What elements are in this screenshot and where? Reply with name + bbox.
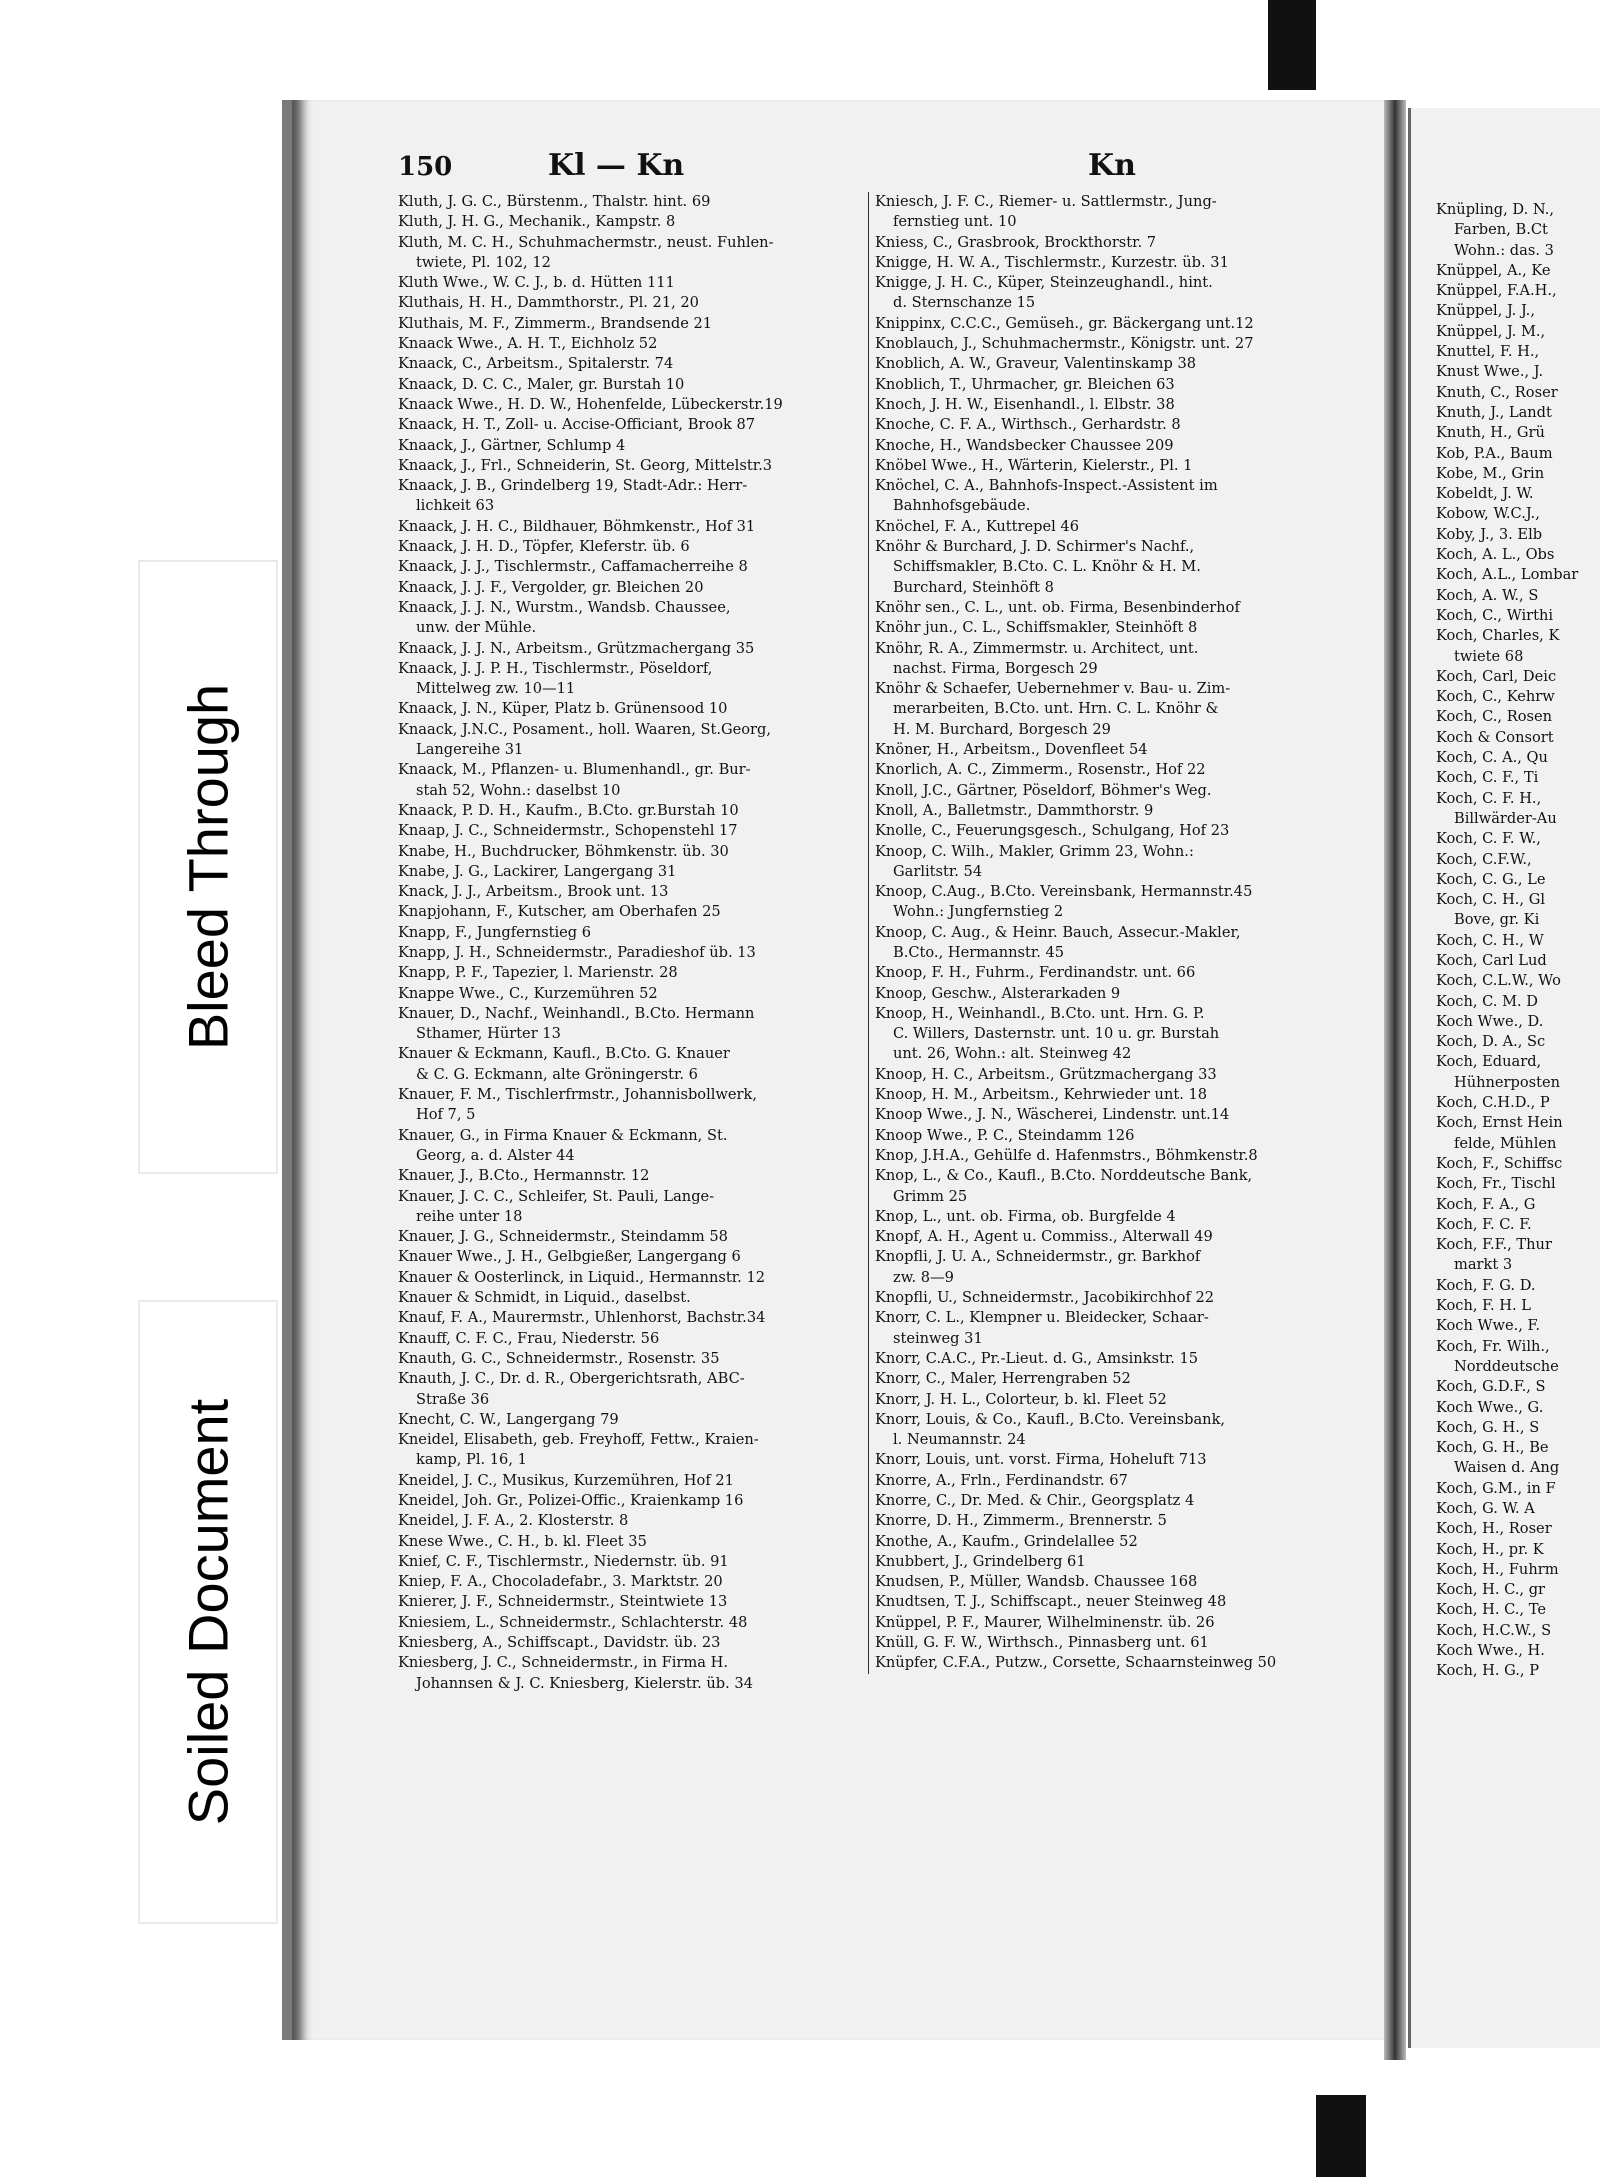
- directory-entry: Koch, F. H. L: [1436, 1297, 1531, 1315]
- directory-entry: Kniesiem, L., Schneidermstr., Schlachterstr. 48: [398, 1613, 748, 1631]
- directory-entry: Koch, Ernst Hein: [1436, 1114, 1563, 1132]
- bleed-through-text: Bleed Through: [176, 683, 240, 1051]
- directory-entry: Knaack, J., Frl., Schneiderin, St. Georg, Mittelstr.3: [398, 456, 772, 474]
- directory-entry: Knaack, C., Arbeitsm., Spitalerstr. 74: [398, 355, 674, 373]
- directory-entry: Knief, C. F., Tischlermstr., Niedernstr. üb. 91: [398, 1552, 729, 1570]
- bleed-through-label: [138, 560, 278, 1174]
- directory-entry: Knoll, J.C., Gärtner, Pöseldorf, Böhmer's Weg.: [875, 781, 1212, 799]
- directory-entry: Knippinx, C.C.C., Gemüseh., gr. Bäckergang unt.12: [875, 314, 1254, 332]
- directory-entry: Knüll, G. F. W., Wirthsch., Pinnasberg unt. 61: [875, 1634, 1209, 1652]
- directory-entry: Kniesberg, A., Schiffscapt., Davidstr. üb. 23: [398, 1634, 721, 1652]
- directory-entry: Knoblauch, J., Schuhmachermstr., Königstr. unt. 27: [875, 335, 1254, 353]
- directory-entry: Koch, C. A., Qu: [1436, 749, 1548, 767]
- directory-entry: Knaack Wwe., A. H. T., Eichholz 52: [398, 335, 658, 353]
- directory-entry: Knappe Wwe., C., Kurzemühren 52: [398, 984, 658, 1002]
- directory-entry: & C. G. Eckmann, alte Gröningerstr. 6: [416, 1065, 698, 1083]
- directory-entry: Koch, A. W., S: [1436, 586, 1539, 604]
- directory-entry: Hühnerposten: [1454, 1073, 1561, 1091]
- directory-entry: Kniesberg, J. C., Schneidermstr., in Firma H.: [398, 1654, 728, 1672]
- directory-entry: Knapjohann, F., Kutscher, am Oberhafen 25: [398, 903, 721, 921]
- directory-entry: Knaack, H. T., Zoll- u. Accise-Officiant, Brook 87: [398, 416, 756, 434]
- directory-entry: Knauer & Eckmann, Kaufl., B.Cto. G. Knauer: [398, 1045, 730, 1063]
- directory-entry: Knoop, Geschw., Alsterarkaden 9: [875, 984, 1121, 1002]
- directory-entry: Knapp, F., Jungfernstieg 6: [398, 923, 592, 941]
- directory-entry: Wohn.: das. 3: [1454, 241, 1554, 259]
- book-binding: [1384, 100, 1406, 2060]
- directory-entry: twiete, Pl. 102, 12: [416, 253, 551, 271]
- directory-entry: Koch, C. H., Gl: [1436, 891, 1546, 909]
- directory-entry: Knauer Wwe., J. H., Gelbgießer, Langergang 6: [398, 1248, 741, 1266]
- directory-entry: Koch, F. C. F.: [1436, 1215, 1532, 1233]
- directory-entry: C. Willers, Dasternstr. unt. 10 u. gr. Burstah: [893, 1025, 1220, 1043]
- page-header-left: Kl — Kn: [548, 148, 685, 183]
- directory-entry: Schiffsmakler, B.Cto. C. L. Knöhr & H. M.: [893, 558, 1201, 576]
- directory-entry: Mittelweg zw. 10—11: [416, 680, 576, 698]
- directory-entry: Koch, C.H.D., P: [1436, 1094, 1550, 1112]
- directory-entry: Knöchel, F. A., Kuttrepel 46: [875, 517, 1080, 535]
- directory-entry: Knaack, J. B., Grindelberg 19, Stadt-Adr.: Herr-: [398, 477, 748, 495]
- directory-entry: Knöhr & Schaefer, Uebernehmer v. Bau- u. Zim-: [875, 680, 1231, 698]
- directory-entry: Knorr, C., Maler, Herrengraben 52: [875, 1370, 1131, 1388]
- directory-entry: Koch, F., Schiffsc: [1436, 1154, 1563, 1172]
- directory-entry: Knöner, H., Arbeitsm., Dovenfleet 54: [875, 741, 1148, 759]
- directory-entry: Kluth, J. H. G., Mechanik., Kampstr. 8: [398, 213, 676, 231]
- directory-entry: reihe unter 18: [416, 1207, 523, 1225]
- directory-entry: Koch, F. A., G: [1436, 1195, 1536, 1213]
- directory-entry: markt 3: [1454, 1256, 1513, 1274]
- black-tape-bottom: [1316, 2095, 1366, 2177]
- directory-entry: Knaack, J. N., Küper, Platz b. Grünensood 10: [398, 700, 728, 718]
- directory-entry: Knolle, C., Feuerungsgesch., Schulgang, Hof 23: [875, 822, 1230, 840]
- directory-entry: Knudsen, P., Müller, Wandsb. Chaussee 168: [875, 1573, 1198, 1591]
- directory-entry: merarbeiten, B.Cto. unt. Hrn. C. L. Knöhr &: [893, 700, 1219, 718]
- directory-entry: Koch, H. C., Te: [1436, 1601, 1546, 1619]
- directory-entry: Knaack, J. J. N., Arbeitsm., Grützmachergang 35: [398, 639, 755, 657]
- directory-entry: Knöbel Wwe., H., Wärterin, Kielerstr., Pl. 1: [875, 456, 1193, 474]
- directory-entry: Norddeutsche: [1454, 1357, 1559, 1375]
- directory-entry: Georg, a. d. Alster 44: [416, 1146, 575, 1164]
- directory-entry: Koch, G.M., in F: [1436, 1479, 1556, 1497]
- directory-entry: Knoop, C.Aug., B.Cto. Vereinsbank, Hermannstr.45: [875, 883, 1253, 901]
- directory-entry: Kneidel, J. F. A., 2. Klosterstr. 8: [398, 1512, 629, 1530]
- directory-entry: Kobeldt, J. W.: [1436, 485, 1534, 503]
- directory-entry: lichkeit 63: [416, 497, 495, 515]
- directory-entry: Knapp, J. H., Schneidermstr., Paradieshof üb. 13: [398, 943, 756, 961]
- page-header-center: Kn: [1088, 148, 1136, 183]
- directory-entry: Koch, H. C., gr: [1436, 1581, 1546, 1599]
- directory-entry: d. Sternschanze 15: [893, 294, 1036, 312]
- directory-entry: Kniesch, J. F. C., Riemer- u. Sattlermstr., Jung-: [875, 193, 1217, 210]
- directory-entry: Kneidel, Joh. Gr., Polizei-Offic., Kraienkamp 16: [398, 1492, 744, 1509]
- directory-entry: H. M. Burchard, Borgesch 29: [893, 720, 1111, 738]
- directory-entry: Knüppel, P. F., Maurer, Wilhelminenstr. üb. 26: [875, 1613, 1215, 1631]
- directory-entry: Knecht, C. W., Langergang 79: [398, 1410, 619, 1428]
- directory-entry: Knaack, J. H. C., Bildhauer, Böhmkenstr., Hof 31: [398, 517, 756, 535]
- directory-entry: Knop, L., & Co., Kaufl., B.Cto. Norddeutsche Bank,: [875, 1167, 1253, 1185]
- directory-entry: Knauf, F. A., Maurermstr., Uhlenhorst, Bachstr.34: [398, 1309, 766, 1327]
- directory-entry: stah 52, Wohn.: daselbst 10: [416, 781, 621, 799]
- directory-entry: Koch, A. L., Obs: [1436, 546, 1555, 564]
- directory-entry: fernstieg unt. 10: [893, 213, 1017, 231]
- directory-entry: Bove, gr. Ki: [1454, 911, 1540, 929]
- directory-entry: Knop, L., unt. ob. Firma, ob. Burgfelde 4: [875, 1207, 1176, 1225]
- directory-entry: Straße 36: [416, 1390, 490, 1408]
- directory-entry: Koch Wwe., G.: [1436, 1398, 1544, 1416]
- directory-entry: Waisen d. Ang: [1454, 1459, 1560, 1477]
- directory-entry: Koch, H.C.W., S: [1436, 1621, 1552, 1639]
- directory-entry: Knüpling, D. N.,: [1436, 201, 1554, 218]
- directory-entry: Koch, Charles, K: [1436, 627, 1560, 645]
- directory-entry: Knüppel, A., Ke: [1436, 261, 1551, 279]
- directory-entry: Kluthais, M. F., Zimmerm., Brandsende 21: [398, 314, 713, 332]
- directory-entry: Grimm 25: [893, 1187, 968, 1205]
- directory-entry: Knierer, J. F., Schneidermstr., Steintwiete 13: [398, 1593, 728, 1611]
- directory-entry: Burchard, Steinhöft 8: [893, 578, 1054, 596]
- directory-entry: Knoop, C. Wilh., Makler, Grimm 23, Wohn.:: [875, 842, 1194, 860]
- directory-entry: Kluth Wwe., W. C. J., b. d. Hütten 111: [398, 274, 675, 292]
- directory-entry: Knorre, A., Frln., Ferdinandstr. 67: [875, 1471, 1128, 1489]
- directory-entry: Knese Wwe., C. H., b. kl. Fleet 35: [398, 1532, 647, 1550]
- directory-entry: felde, Mühlen: [1454, 1134, 1557, 1152]
- directory-entry: Koby, J., 3. Elb: [1436, 525, 1543, 543]
- directory-entry: Koch Wwe., F.: [1436, 1317, 1541, 1335]
- directory-entry: Knapp, P. F., Tapezier, l. Marienstr. 28: [398, 964, 678, 982]
- directory-entry: l. Neumannstr. 24: [893, 1431, 1026, 1449]
- directory-entry: Knoop, H. M., Arbeitsm., Kehrwieder unt. 18: [875, 1086, 1208, 1104]
- directory-entry: Knack, J. J., Arbeitsm., Brook unt. 13: [398, 883, 669, 901]
- directory-entry: Koch Wwe., D.: [1436, 1012, 1544, 1030]
- directory-entry: Kneidel, J. C., Musikus, Kurzemühren, Hof 21: [398, 1471, 734, 1489]
- directory-entry: Koch, C. F., Ti: [1436, 769, 1539, 787]
- directory-entry: Koch, Carl Lud: [1436, 951, 1547, 969]
- directory-entry: Kob, P.A., Baum: [1436, 444, 1553, 462]
- directory-entry: Koch, C. G., Le: [1436, 870, 1546, 888]
- directory-entry: Knoop, H. C., Arbeitsm., Grützmachergang 33: [875, 1065, 1217, 1083]
- directory-entry: Knaack, J. J. F., Vergolder, gr. Bleichen 20: [398, 578, 704, 596]
- directory-entry: Koch, H., pr. K: [1436, 1540, 1544, 1558]
- directory-entry: Kniep, F. A., Chocoladefabr., 3. Marktstr. 20: [398, 1573, 723, 1591]
- directory-entry: Knüppel, J. J.,: [1436, 302, 1535, 320]
- directory-entry: Koch, C., Wirthi: [1436, 606, 1554, 624]
- directory-entry: Knigge, H. W. A., Tischlermstr., Kurzestr. üb. 31: [875, 253, 1229, 271]
- directory-entry: Koch, C.F.W.,: [1436, 850, 1532, 868]
- directory-entry: Knauer & Schmidt, in Liquid., daselbst.: [398, 1289, 691, 1307]
- directory-entry: Knoblich, T., Uhrmacher, gr. Bleichen 63: [875, 375, 1175, 393]
- directory-entry: Knaack, J. J. N., Wurstm., Wandsb. Chaussee,: [398, 598, 731, 616]
- directory-entry: Koch, Eduard,: [1436, 1053, 1542, 1071]
- directory-entry: Knaack, J.N.C., Posament., holl. Waaren, St.Georg,: [398, 720, 772, 738]
- directory-entry: Wohn.: Jungfernstieg 2: [893, 903, 1064, 921]
- directory-entry: Knorre, D. H., Zimmerm., Brennerstr. 5: [875, 1512, 1167, 1530]
- directory-entry: steinweg 31: [893, 1329, 983, 1347]
- directory-entry: Koch, H., Fuhrm: [1436, 1560, 1559, 1578]
- directory-entry: zw. 8—9: [893, 1268, 954, 1286]
- directory-entry: Koch, C. F. H.,: [1436, 789, 1542, 807]
- directory-entry: Knust Wwe., J.: [1436, 363, 1544, 381]
- directory-entry: nachst. Firma, Borgesch 29: [893, 659, 1098, 677]
- directory-entry: Koch, G. H., S: [1436, 1418, 1540, 1436]
- directory-entry: Knuth, C., Roser: [1436, 383, 1558, 401]
- directory-entry: Knöhr & Burchard, J. D. Schirmer's Nachf.,: [875, 538, 1195, 556]
- directory-entry: Hof 7, 5: [416, 1106, 476, 1124]
- directory-entry: Knauer & Oosterlinck, in Liquid., Hermannstr. 12: [398, 1268, 766, 1286]
- directory-entry: kamp, Pl. 16, 1: [416, 1451, 527, 1469]
- directory-entry: Knuth, J., Landt: [1436, 403, 1552, 421]
- directory-entry: Knorlich, A. C., Zimmerm., Rosenstr., Hof 22: [875, 761, 1206, 779]
- directory-entry: Knorr, J. H. L., Colorteur, b. kl. Fleet 52: [875, 1390, 1167, 1408]
- page-number: 150: [398, 152, 453, 182]
- directory-entry: Knorr, Louis, & Co., Kaufl., B.Cto. Vereinsbank,: [875, 1410, 1226, 1428]
- directory-entry: Knüppel, F.A.H.,: [1436, 282, 1557, 300]
- directory-entry: Koch, Carl, Deic: [1436, 667, 1557, 685]
- directory-entry: unt. 26, Wohn.: alt. Steinweg 42: [893, 1045, 1132, 1063]
- directory-entry: Knaack, J. J., Tischlermstr., Caffamacherreihe 8: [398, 558, 748, 576]
- directory-entry: Garlitstr. 54: [893, 862, 983, 880]
- directory-entry: Koch, C. H., W: [1436, 931, 1544, 949]
- directory-entry: Knoop, F. H., Fuhrm., Ferdinandstr. unt. 66: [875, 964, 1196, 982]
- directory-entry: Knauer, J. C. C., Schleifer, St. Pauli, Lange-: [398, 1187, 715, 1205]
- directory-entry: Knothe, A., Kaufm., Grindelallee 52: [875, 1532, 1138, 1550]
- directory-entry: Knaack, D. C. C., Maler, gr. Burstah 10: [398, 375, 685, 393]
- directory-entry: Kniess, C., Grasbrook, Brockthorstr. 7: [875, 233, 1157, 251]
- directory-entry: Knubbert, J., Grindelberg 61: [875, 1552, 1086, 1570]
- directory-entry: Koch, C., Kehrw: [1436, 688, 1555, 706]
- directory-entry: Knigge, J. H. C., Küper, Steinzeughandl., hint.: [875, 274, 1213, 292]
- directory-entry: Koch, D. A., Sc: [1436, 1033, 1546, 1051]
- directory-entry: Knorr, C. L., Klempner u. Bleidecker, Schaar-: [875, 1309, 1209, 1327]
- directory-entry: Bahnhofsgebäude.: [893, 497, 1031, 515]
- directory-entry: Kobow, W.C.J.,: [1436, 505, 1540, 523]
- soiled-document-label: [138, 1300, 278, 1924]
- directory-entry: B.Cto., Hermannstr. 45: [893, 943, 1065, 961]
- directory-entry: Knoop, C. Aug., & Heinr. Bauch, Assecur.-Makler,: [875, 923, 1241, 941]
- directory-entry: Knoop Wwe., P. C., Steindamm 126: [875, 1126, 1135, 1144]
- directory-entry: Knop, J.H.A., Gehülfe d. Hafenmstrs., Böhmkenstr.8: [875, 1146, 1258, 1164]
- directory-entry: Knopf, A. H., Agent u. Commiss., Alterwall 49: [875, 1228, 1213, 1246]
- directory-entry: Knaack, J. J. P. H., Tischlermstr., Pöseldorf,: [398, 659, 713, 677]
- directory-entry: Knoop Wwe., J. N., Wäscherei, Lindenstr. unt.14: [875, 1106, 1230, 1124]
- directory-column-next-page: [1436, 200, 1600, 1682]
- directory-entry: Koch, C. M. D: [1436, 992, 1538, 1010]
- directory-entry: Knoop, H., Weinhandl., B.Cto. unt. Hrn. G. P.: [875, 1004, 1205, 1022]
- directory-entry: Knoche, C. F. A., Wirthsch., Gerhardstr. 8: [875, 416, 1181, 434]
- directory-entry: Knaack Wwe., H. D. W., Hohenfelde, Lübeckerstr.19: [398, 395, 783, 413]
- directory-entry: Koch Wwe., H.: [1436, 1642, 1545, 1660]
- directory-entry: Knöhr, R. A., Zimmermstr. u. Architect, unt.: [875, 639, 1199, 657]
- directory-entry: Knoblich, A. W., Graveur, Valentinskamp 38: [875, 355, 1197, 373]
- directory-entry: Koch, F.F., Thur: [1436, 1236, 1552, 1254]
- directory-entry: Knauer, D., Nachf., Weinhandl., B.Cto. Hermann: [398, 1004, 755, 1022]
- directory-entry: Knabe, H., Buchdrucker, Böhmkenstr. üb. 30: [398, 842, 729, 860]
- directory-entry: Kluthais, H. H., Dammthorstr., Pl. 21, 20: [398, 294, 699, 312]
- directory-entry: Kobe, M., Grin: [1436, 464, 1545, 482]
- directory-entry: Koch, G. W. A: [1436, 1500, 1535, 1517]
- directory-entry: Knoll, A., Balletmstr., Dammthorstr. 9: [875, 801, 1154, 819]
- directory-entry: Knöhr jun., C. L., Schiffsmakler, Steinhöft 8: [875, 619, 1198, 637]
- directory-entry: Koch, Fr., Tischl: [1436, 1175, 1556, 1193]
- directory-entry: Knaack, J. H. D., Töpfer, Kleferstr. üb. 6: [398, 538, 690, 556]
- directory-entry: Knopfli, J. U. A., Schneidermstr., gr. Barkhof: [875, 1248, 1201, 1266]
- directory-entry: Knabe, J. G., Lackirer, Langergang 31: [398, 862, 677, 880]
- directory-entry: Koch, Fr. Wilh.,: [1436, 1337, 1550, 1355]
- directory-entry: Knüpfer, C.F.A., Putzw., Corsette, Schaarnsteinweg 50: [875, 1654, 1277, 1672]
- directory-entry: Koch, C.L.W., Wo: [1436, 972, 1561, 990]
- directory-entry: Knauth, G. C., Schneidermstr., Rosenstr. 35: [398, 1349, 720, 1367]
- directory-entry: Knuth, H., Grü: [1436, 424, 1545, 442]
- directory-entry: Koch, G. H., Be: [1436, 1439, 1549, 1457]
- directory-entry: Johannsen & J. C. Kniesberg, Kielerstr. üb. 34: [416, 1674, 753, 1692]
- directory-entry: Knorr, Louis, unt. vorst. Firma, Hoheluft 713: [875, 1451, 1207, 1469]
- directory-entry: Koch, A.L., Lombar: [1436, 566, 1579, 584]
- directory-entry: Knöchel, C. A., Bahnhofs-Inspect.-Assistent im: [875, 477, 1218, 495]
- directory-entry: Billwärder-Au: [1454, 809, 1557, 827]
- directory-entry: Sthamer, Hürter 13: [416, 1025, 561, 1043]
- directory-entry: Koch, F. G. D.: [1436, 1276, 1536, 1294]
- directory-entry: Knudtsen, T. J., Schiffscapt., neuer Steinweg 48: [875, 1593, 1227, 1611]
- directory-entry: Knopfli, U., Schneidermstr., Jacobikirchhof 22: [875, 1289, 1215, 1307]
- directory-entry: Knorr, C.A.C., Pr.-Lieut. d. G., Amsinkstr. 15: [875, 1349, 1199, 1367]
- directory-entry: Knaack, M., Pflanzen- u. Blumenhandl., gr. Bur-: [398, 761, 751, 779]
- directory-entry: Knauer, J., B.Cto., Hermannstr. 12: [398, 1167, 650, 1185]
- directory-entry: Farben, B.Ct: [1454, 221, 1548, 239]
- directory-entry: Knauer, G., in Firma Knauer & Eckmann, St.: [398, 1126, 728, 1144]
- directory-entry: Knüppel, J. M.,: [1436, 322, 1546, 340]
- directory-entry: Koch, G.D.F., S: [1436, 1378, 1546, 1396]
- directory-entry: unw. der Mühle.: [416, 619, 537, 637]
- directory-entry: Knoch, J. H. W., Eisenhandl., l. Elbstr. 38: [875, 395, 1175, 413]
- directory-entry: Knaap, J. C., Schneidermstr., Schopenstehl 17: [398, 822, 738, 840]
- directory-entry: Kluth, M. C. H., Schuhmachermstr., neust. Fuhlen-: [398, 233, 774, 251]
- directory-entry: Koch & Consort: [1436, 728, 1554, 746]
- directory-entry: Knöhr sen., C. L., unt. ob. Firma, Besenbinderhof: [875, 598, 1240, 616]
- directory-entry: Kluth, J. G. C., Bürstenm., Thalstr. hint. 69: [398, 193, 711, 210]
- directory-entry: Knaack, P. D. H., Kaufm., B.Cto. gr.Burstah 10: [398, 801, 739, 819]
- black-tape-top: [1268, 0, 1316, 90]
- directory-entry: Knauff, C. F. C., Frau, Niederstr. 56: [398, 1329, 660, 1347]
- directory-entry: Kneidel, Elisabeth, geb. Freyhoff, Fettw., Kraien-: [398, 1431, 759, 1449]
- directory-entry: twiete 68: [1454, 647, 1524, 665]
- directory-entry: Knauth, J. C., Dr. d. R., Obergerichtsrath, ABC-: [398, 1370, 745, 1388]
- directory-entry: Knauer, J. G., Schneidermstr., Steindamm 58: [398, 1228, 728, 1246]
- soiled-document-text: Soiled Document: [176, 1398, 240, 1826]
- directory-column-right: [868, 192, 1344, 1674]
- directory-entry: Koch, H., Roser: [1436, 1520, 1552, 1538]
- directory-entry: Knaack, J., Gärtner, Schlump 4: [398, 436, 626, 454]
- directory-entry: Koch, C. F. W.,: [1436, 830, 1541, 848]
- directory-entry: Knoche, H., Wandsbecker Chaussee 209: [875, 436, 1174, 454]
- directory-column-left: [398, 192, 866, 1694]
- directory-entry: Koch, H. G., P: [1436, 1662, 1540, 1680]
- directory-entry: Koch, C., Rosen: [1436, 708, 1553, 726]
- directory-entry: Langereihe 31: [416, 741, 524, 759]
- directory-entry: Knauer, F. M., Tischlerfrmstr., Johannisbollwerk,: [398, 1086, 758, 1104]
- directory-entry: Knuttel, F. H.,: [1436, 343, 1540, 361]
- directory-entry: Knorre, C., Dr. Med. & Chir., Georgsplatz 4: [875, 1492, 1195, 1509]
